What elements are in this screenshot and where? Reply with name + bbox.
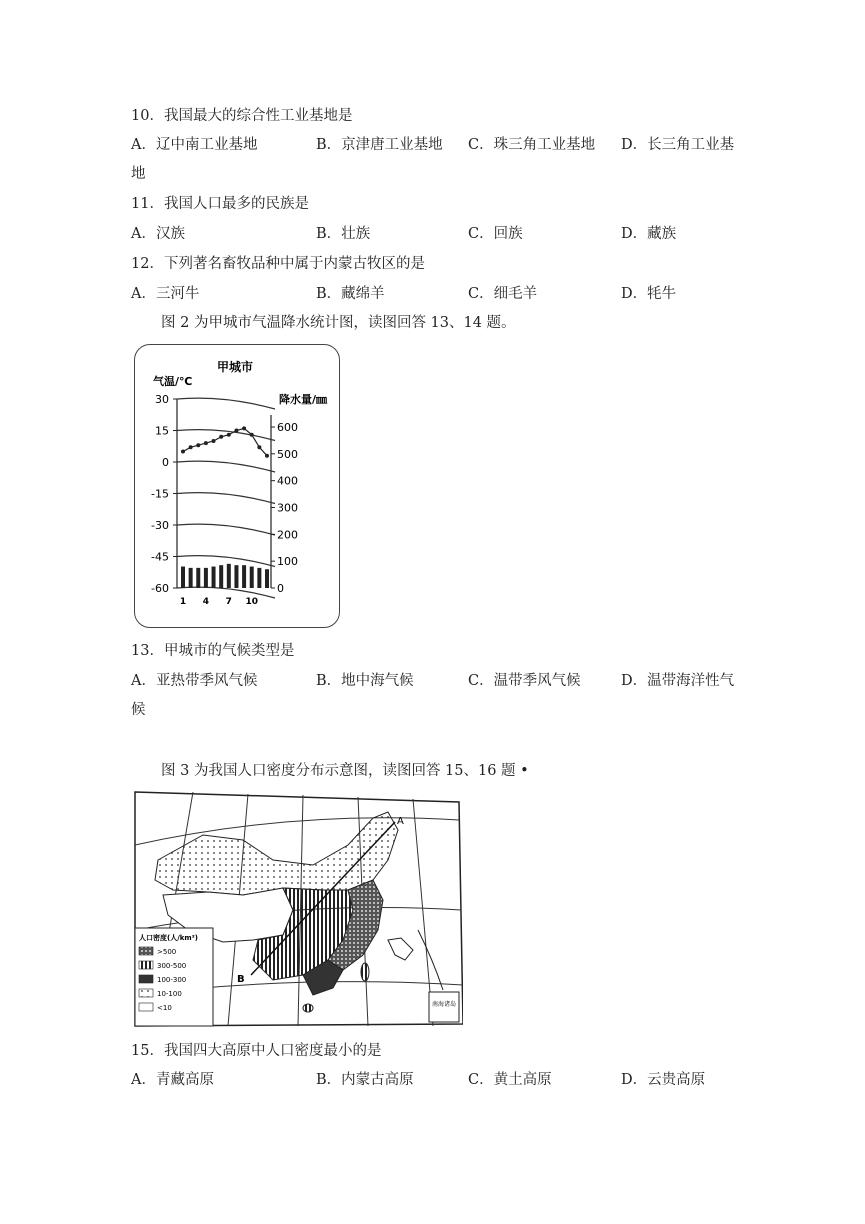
month-tick-label: 1	[179, 597, 187, 607]
q10-option-d: D．长三角工业基	[621, 137, 735, 153]
temperature-line	[183, 428, 267, 455]
temperature-point	[204, 441, 208, 445]
q15-option-d: D．云贵高原	[621, 1072, 706, 1088]
precipitation-bar	[189, 568, 193, 588]
temperature-point	[265, 454, 269, 458]
q15-option-a: A．青藏高原	[131, 1072, 214, 1088]
month-tick-label: 10	[245, 597, 258, 607]
temperature-point	[219, 435, 223, 439]
inset-label: 南海诸岛	[431, 1001, 457, 1008]
precipitation-bar	[234, 565, 238, 588]
right-tick-label: 400	[277, 474, 298, 488]
legend-item-5: <10	[157, 1004, 172, 1012]
temperature-point	[189, 445, 193, 449]
precipitation-bar	[219, 565, 223, 588]
temperature-point	[242, 426, 246, 430]
q12-option-c: C．细毛羊	[468, 286, 538, 302]
q15-option-b: B．内蒙古高原	[316, 1072, 414, 1088]
temperature-point	[212, 439, 216, 443]
left-tick-label: -60	[151, 582, 169, 595]
population-density-map	[133, 790, 463, 1028]
temperature-point	[257, 445, 261, 449]
precipitation-bar	[265, 569, 269, 588]
map-label-b: B	[237, 974, 245, 985]
chart-gridline	[177, 398, 275, 409]
question-10-stem: 10．我国最大的综合性工业基地是	[131, 108, 353, 124]
left-tick-label: 30	[155, 393, 169, 406]
q13-option-d: D．温带海洋性气	[621, 673, 735, 689]
q10-option-c: C．珠三角工业基地	[468, 137, 596, 153]
precipitation-bar	[257, 568, 261, 588]
question-15-stem: 15．我国四大高原中人口密度最小的是	[131, 1043, 382, 1059]
q10-option-b: B．京津唐工业基地	[316, 137, 443, 153]
right-tick-label: 600	[277, 421, 298, 434]
right-tick-label: 100	[277, 555, 298, 569]
right-tick-label: 0	[277, 582, 284, 595]
chart-gridline	[177, 493, 275, 504]
q11-option-a: A．汉族	[131, 226, 185, 242]
map-label-a: A	[397, 816, 404, 827]
legend-item-1: >500	[157, 948, 177, 956]
q12-option-d: D．牦牛	[621, 286, 677, 302]
precipitation-bar	[250, 567, 254, 588]
temperature-point	[250, 433, 254, 437]
precipitation-bar	[242, 565, 246, 588]
precipitation-bar	[181, 567, 185, 588]
left-tick-label: -45	[151, 550, 169, 564]
q15-option-c: C．黄土高原	[468, 1072, 552, 1088]
q11-option-c: C．回族	[468, 226, 523, 242]
left-tick-label: -15	[151, 487, 169, 501]
left-tick-label: 15	[155, 424, 169, 438]
precipitation-bar	[204, 568, 208, 588]
legend-item-4: 10-100	[157, 990, 182, 998]
figure-2-intro: 图 2 为甲城市气温降水统计图，读图回答 13、14 题。	[161, 315, 516, 331]
precipitation-bar	[227, 564, 231, 588]
precipitation-bar	[196, 568, 200, 588]
question-11-stem: 11．我国人口最多的民族是	[131, 196, 309, 212]
chart-gridline	[177, 556, 275, 567]
climate-chart-figure	[134, 344, 340, 628]
q11-option-d: D．藏族	[621, 226, 677, 242]
question-13-stem: 13．甲城市的气候类型是	[131, 643, 295, 659]
q13-option-a: A．亚热带季风气候	[131, 673, 258, 689]
left-tick-label: -30	[151, 519, 169, 532]
month-tick-label: 7	[225, 597, 232, 607]
temperature-point	[196, 443, 200, 447]
temperature-point	[227, 433, 231, 437]
temperature-point	[234, 429, 238, 433]
q13-option-b: B．地中海气候	[316, 673, 414, 689]
q10-option-d-wrap: 地	[131, 166, 146, 182]
figure-3-intro: 图 3 为我国人口密度分布示意图，读图回答 15、16 题 •	[161, 763, 529, 779]
chart-title: 甲城市	[216, 360, 254, 374]
legend-item-2: 300-500	[157, 962, 187, 970]
q12-option-a: A．三河牛	[131, 286, 200, 302]
map-drawing	[133, 790, 463, 1028]
legend-item-3: 100-300	[157, 976, 187, 984]
right-tick-label: 200	[277, 528, 298, 542]
month-tick-label: 4	[202, 597, 210, 607]
left-axis-label: 气温/℃	[153, 375, 193, 388]
chart-gridline	[177, 461, 275, 472]
q11-option-b: B．壮族	[316, 226, 371, 242]
q13-option-d-wrap: 候	[131, 702, 146, 718]
right-axis-label: 降水量/㎜	[278, 393, 327, 406]
climate-chart	[135, 345, 339, 627]
chart-gridline	[177, 524, 275, 535]
question-12-stem: 12．下列著名畜牧品种中属于内蒙古牧区的是	[131, 256, 425, 272]
q10-option-a: A．辽中南工业基地	[131, 137, 258, 153]
precipitation-bar	[212, 567, 216, 588]
chart-plot-area	[151, 393, 298, 607]
temperature-point	[181, 450, 185, 454]
q12-option-b: B．藏绵羊	[316, 286, 385, 302]
legend-title: 人口密度(人/km²)	[139, 934, 198, 942]
q13-option-c: C．温带季风气候	[468, 673, 581, 689]
right-tick-label: 500	[277, 447, 298, 461]
right-tick-label: 300	[277, 501, 298, 515]
left-tick-label: 0	[162, 456, 169, 469]
